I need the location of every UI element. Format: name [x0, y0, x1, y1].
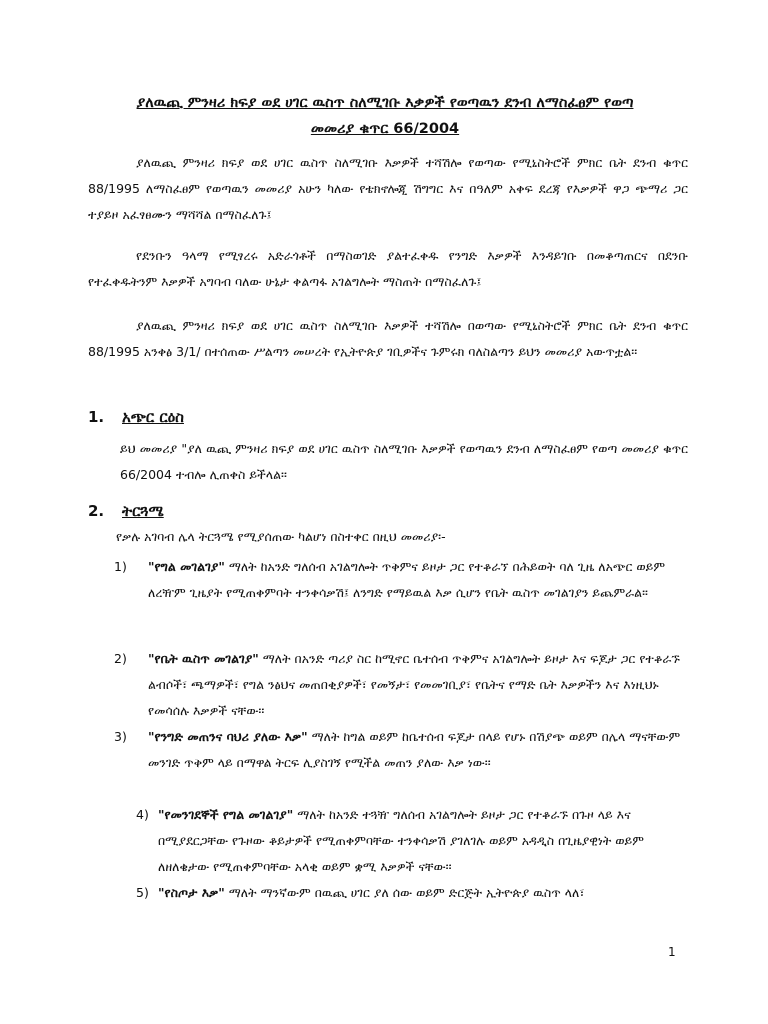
section-title: አጭር ርዕስ	[122, 408, 184, 426]
preamble-paragraph-3: ያለዉጪ ምንዛሪ ክፍያ ወደ ሀገር ዉስጥ ስለሚገቡ እቃዎች ተሻሽሎ በወጣው የሚኒስትሮች ምክር ቤት ደንብ ቁጥር 88/1995 አንቀፅ 3/1/ በተሰጠው ሥልጣን መሠረት የኢትዮጵያ ገቢዎችና ጉምሩክ ባለስልጣን ይህን መመሪያ አውጥቷል፡፡	[88, 318, 688, 359]
page-number: 1	[668, 945, 676, 959]
definition-item	[114, 724, 688, 776]
item-number: 5)	[136, 885, 149, 900]
definition-item	[136, 802, 688, 880]
section-number: 1.	[88, 408, 105, 426]
title-line-1: ያለዉጪ ምንዛሪ ክፍያ ወደ ሀገር ዉስጥ ስለሚገቡ እቃዎች የወጣዉን ደንብ ለማስፈፀም የወጣ	[136, 95, 634, 111]
item-text: ማለት ከአንድ ተጓዥ ግለሰብ አገልግሎት ይዞታ ጋር የተቆራኙ በጉዞ ላይ እና በሚያደርጋቸው የጉዞው ቆይታዎች የሚጠቀምባቸው ተንቀሳቃሽ ያገለገሉ ወይም አዳዲስ በጊዜያዊነት ወይም ለዘለቄታው የሚጠቀምባቸው አላቂ ወይም ቋሚ እቃዎች ናቸው፡፡	[158, 807, 644, 874]
item-number: 3)	[114, 729, 127, 744]
item-term: "የግል መገልገያ"	[148, 559, 225, 574]
section-title: ትርጓሜ	[122, 502, 164, 520]
item-body	[148, 724, 688, 776]
definition-item	[136, 880, 688, 906]
item-text: ማለት ማንኛውም በዉጪ ሀገር ያለ ሰው ወይም ድርጅት ኢትዮጵያ ዉስጥ ላለ፣	[224, 885, 585, 900]
section-number: 2.	[88, 502, 105, 520]
item-text: ማለት ከአንድ ግለሰብ አገልግሎት ጥቅምና ይዞታ ጋር የተቆራኘ በሕይወት ባለ ጊዜ ለአጭር ወይም ለረዥም ጊዜያት የሚጠቀምባት ተንቀሳቃሽ፤ ለንግድ የማይዉል እቃ ሲሆን የቤት ዉስጥ መገልገያን ይጨምራል፡፡	[148, 559, 666, 600]
definition-item	[114, 554, 688, 606]
item-number: 2)	[114, 651, 127, 666]
item-body	[148, 646, 688, 724]
item-term: "የቤት ዉስጥ መገልገያ"	[148, 651, 259, 666]
section-1-text: ይህ መመሪያ "ያለ ዉጪ ምንዛሪ ክፍያ ወደ ሀገር ዉስጥ ስለሚገቡ እቃዎች የወጣዉን ደንብ ለማስፈፀም የወጣ መመሪያ ቁጥር 66/2004 ተብሎ ሊጠቀስ ይችላል፡፡	[120, 441, 688, 482]
section-2-heading	[88, 502, 164, 520]
document-title	[80, 90, 690, 142]
item-number: 1)	[114, 559, 127, 574]
item-term: "የመንገደኞች የግል መገልገያ"	[158, 807, 294, 822]
title-line-2: መመሪያ ቁጥር 66/2004	[310, 121, 460, 137]
preamble-paragraph-1: ያለዉጪ ምንዛሪ ክፍያ ወደ ሀገር ዉስጥ ስለሚገቡ እቃዎች ተሻሽሎ የወጣው የሚኒስትሮች ምክር ቤት ደንብ ቁጥር 88/1995 ለማስፈፀም የወጣዉን መመሪያ አሁን ካለው የቴክኖሎጂ ሽግግር እና በዓለም አቀፍ ደረጃ የእቃዎች ዋጋ ጭማሪ ጋር ተያይዞ አፈፃፀሙን ማሻሻል በማስፈለጉ፤	[88, 155, 688, 222]
definition-item	[114, 646, 688, 724]
item-text: ማለት በአንድ ጣሪያ ስር ከሚኖር ቤተሰብ ጥቅምና አገልግሎት ይዞታ እና ፍጆታ ጋር የተቆራኙ ልብሶች፣ ጫማዎች፣ የግል ንፅህና መጠበቂያዎች፣ የመኝታ፣ የመመገቢያ፣ የቤትና የማድ ቤት እቃዎችን እና እነዚህኑ የመሳሰሉ እቃዎች ናቸው፡፡	[148, 651, 680, 718]
item-body	[158, 802, 688, 880]
section-2-text: የቃሉ አገባብ ሌላ ትርጓሜ የሚያሰጠው ካልሆነ በስተቀር በዚህ መመሪያ፡-	[116, 529, 446, 544]
item-text: ማለት ከግል ወይም ከቤተሰብ ፍጆታ በላይ የሆኑ በሽያጭ ወይም በሌላ ማናቸውም መንገድ ጥቅም ላይ በማዋል ትርፍ ሊያስገኝ የሚችል መጠን ያለው እቃ ነው፡፡	[148, 729, 681, 770]
item-number: 4)	[136, 807, 149, 822]
item-body	[158, 880, 688, 906]
preamble-paragraph-2: የደንቡን ዓላማ የሚፃረሩ አድራጎቶች በማስወገድ ያልተፈቀዱ የንግድ እቃዎች እንዳይገቡ በመቆጣጠርና በደንቡ የተፈቀዱትንም እቃዎች አግባብ ባለው ሁኔታ ቀልጣፋ አገልግሎት ማስጠት በማስፈለጉ፤	[88, 248, 688, 289]
item-term: "የንግድ መጠንና ባህሪ ያለው እቃ"	[148, 729, 308, 744]
section-1-heading	[88, 408, 184, 426]
item-term: "የስጦታ እቃ"	[158, 885, 225, 900]
item-body	[148, 554, 688, 606]
